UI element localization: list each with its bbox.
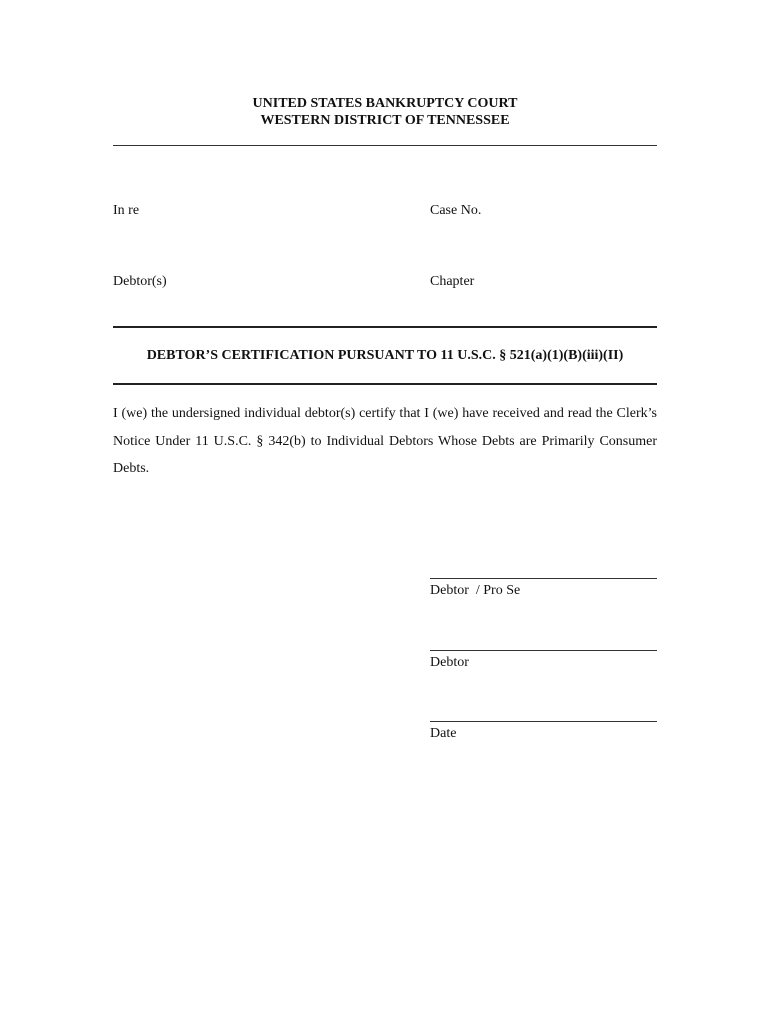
- signature-label: Debtor / Pro Se: [430, 583, 521, 598]
- header-divider: [113, 145, 657, 146]
- court-district: WESTERN DISTRICT OF TENNESSEE: [260, 113, 510, 128]
- chapter-label: Chapter: [430, 274, 475, 289]
- debtors-label: Debtor(s): [113, 274, 167, 289]
- signature-label: Debtor: [430, 655, 469, 670]
- case-number-label: Case No.: [430, 203, 482, 218]
- certification-body: I (we) the undersigned individual debtor(s) certify that I (we) have received and read the Clerk’s Notice Under 11 U.S.C. § 342(b) to Individual Debtors Whose Debts are Primarily Consumer Debts.: [113, 406, 657, 476]
- title-bottom-rule: [113, 383, 657, 385]
- date-label: Date: [430, 726, 457, 741]
- signature-block-debtor-pro-se: [430, 578, 657, 599]
- in-re-label: In re: [113, 203, 140, 218]
- date-line: [430, 721, 657, 722]
- court-name: UNITED STATES BANKRUPTCY COURT: [252, 96, 518, 111]
- certification-title: DEBTOR’S CERTIFICATION PURSUANT TO 11 U.S.C. § 521(a)(1)(B)(iii)(II): [146, 348, 624, 363]
- signature-line: [430, 578, 657, 579]
- signature-block-debtor: [430, 650, 657, 671]
- signature-line: [430, 650, 657, 651]
- court-header: [113, 95, 657, 129]
- signature-block-date: [430, 721, 657, 742]
- title-top-rule: [113, 326, 657, 328]
